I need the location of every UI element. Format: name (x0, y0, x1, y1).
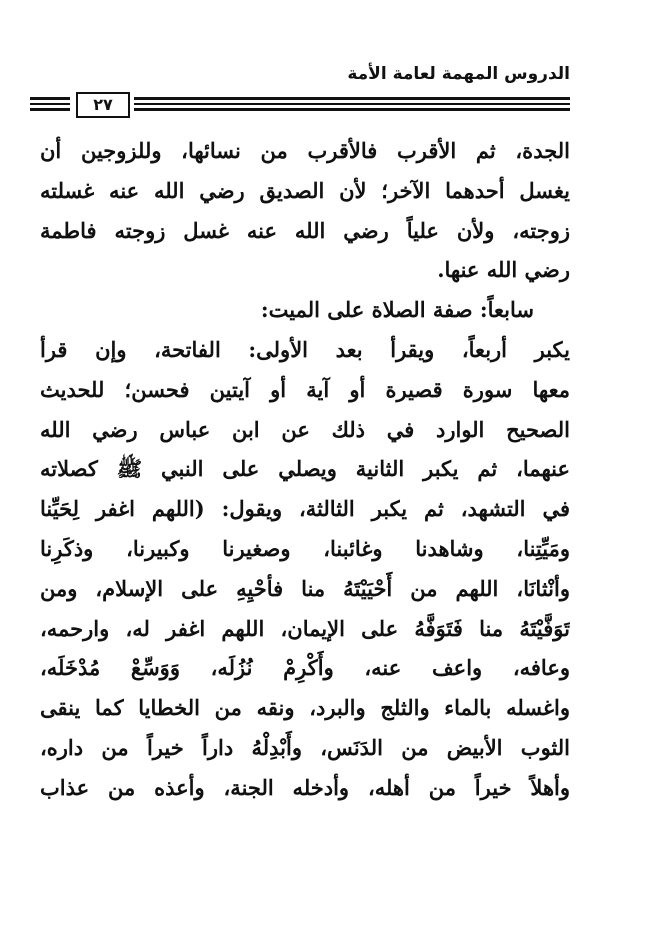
running-title: الدروس المهمة لعامة الأمة (347, 64, 570, 84)
text-line: الجدة، ثم الأقرب فالأقرب من نسائها، وللزوجين أن (40, 138, 570, 163)
text-line: عنهما، ثم يكبر الثانية ويصلي على النبي ﷺ كصلاته (40, 456, 570, 482)
text-line: يغسل أحدهما الآخر؛ لأن الصديق رضي الله عنه غسلته (40, 177, 570, 203)
text-line: الصحيح الوارد في ذلك عن ابن عباس رضي الله (40, 416, 570, 442)
text-line: يكبر أربعاً، ويقرأ بعد الأولى: الفاتحة، وإن قرأ (40, 336, 570, 362)
header-rule (30, 92, 570, 116)
text-line: معها سورة قصيرة أو آية أو آيتين فحسن؛ للحديث (40, 376, 570, 402)
text-line: الثوب الأبيض من الدَنَس، وأَبْدِلْهُ داراً خيراً من داره، (40, 734, 570, 760)
header-rule-left (30, 97, 70, 111)
body-text (40, 131, 570, 808)
text-line: في التشهد، ثم يكبر الثالثة، ويقول: (اللهم اغفر لِحَيِّنا (40, 496, 570, 522)
text-line: ومَيِّتِنا، وشاهدنا وغائبنا، وصغيرنا وكبيرنا، وذكَرِنا (40, 535, 570, 561)
text-line: زوجته، ولأن علياً رضي الله عنه غسل زوجته فاطمة (40, 217, 570, 243)
text-line: رضي الله عنها. (437, 257, 570, 283)
section-heading: سابعاً: صفة الصلاة على الميت: (260, 297, 534, 323)
text-line: وأهلاً خيراً من أهله، وأدخله الجنة، وأعذه من عذاب (40, 774, 570, 800)
text-line: وأنْثانَا، اللهم من أَحْيَيْتَهُ منا فأحْيِهِ على الإسلام، ومن (40, 575, 570, 601)
text-line: وعافه، واعف عنه، وأَكْرِمْ نُزُلَه، وَوَسِّعْ مُدْخَلَه، (40, 655, 570, 681)
page-number: ٢٧ (76, 92, 130, 118)
text-line: واغسله بالماء والثلج والبرد، ونقه من الخطايا كما ينقى (40, 695, 570, 721)
header-rule-right (134, 97, 570, 111)
text-line: تَوَفَّيْتَهُ منا فَتَوَفَّهُ على الإيمان، اللهم اغفر له، وارحمه، (40, 615, 570, 641)
